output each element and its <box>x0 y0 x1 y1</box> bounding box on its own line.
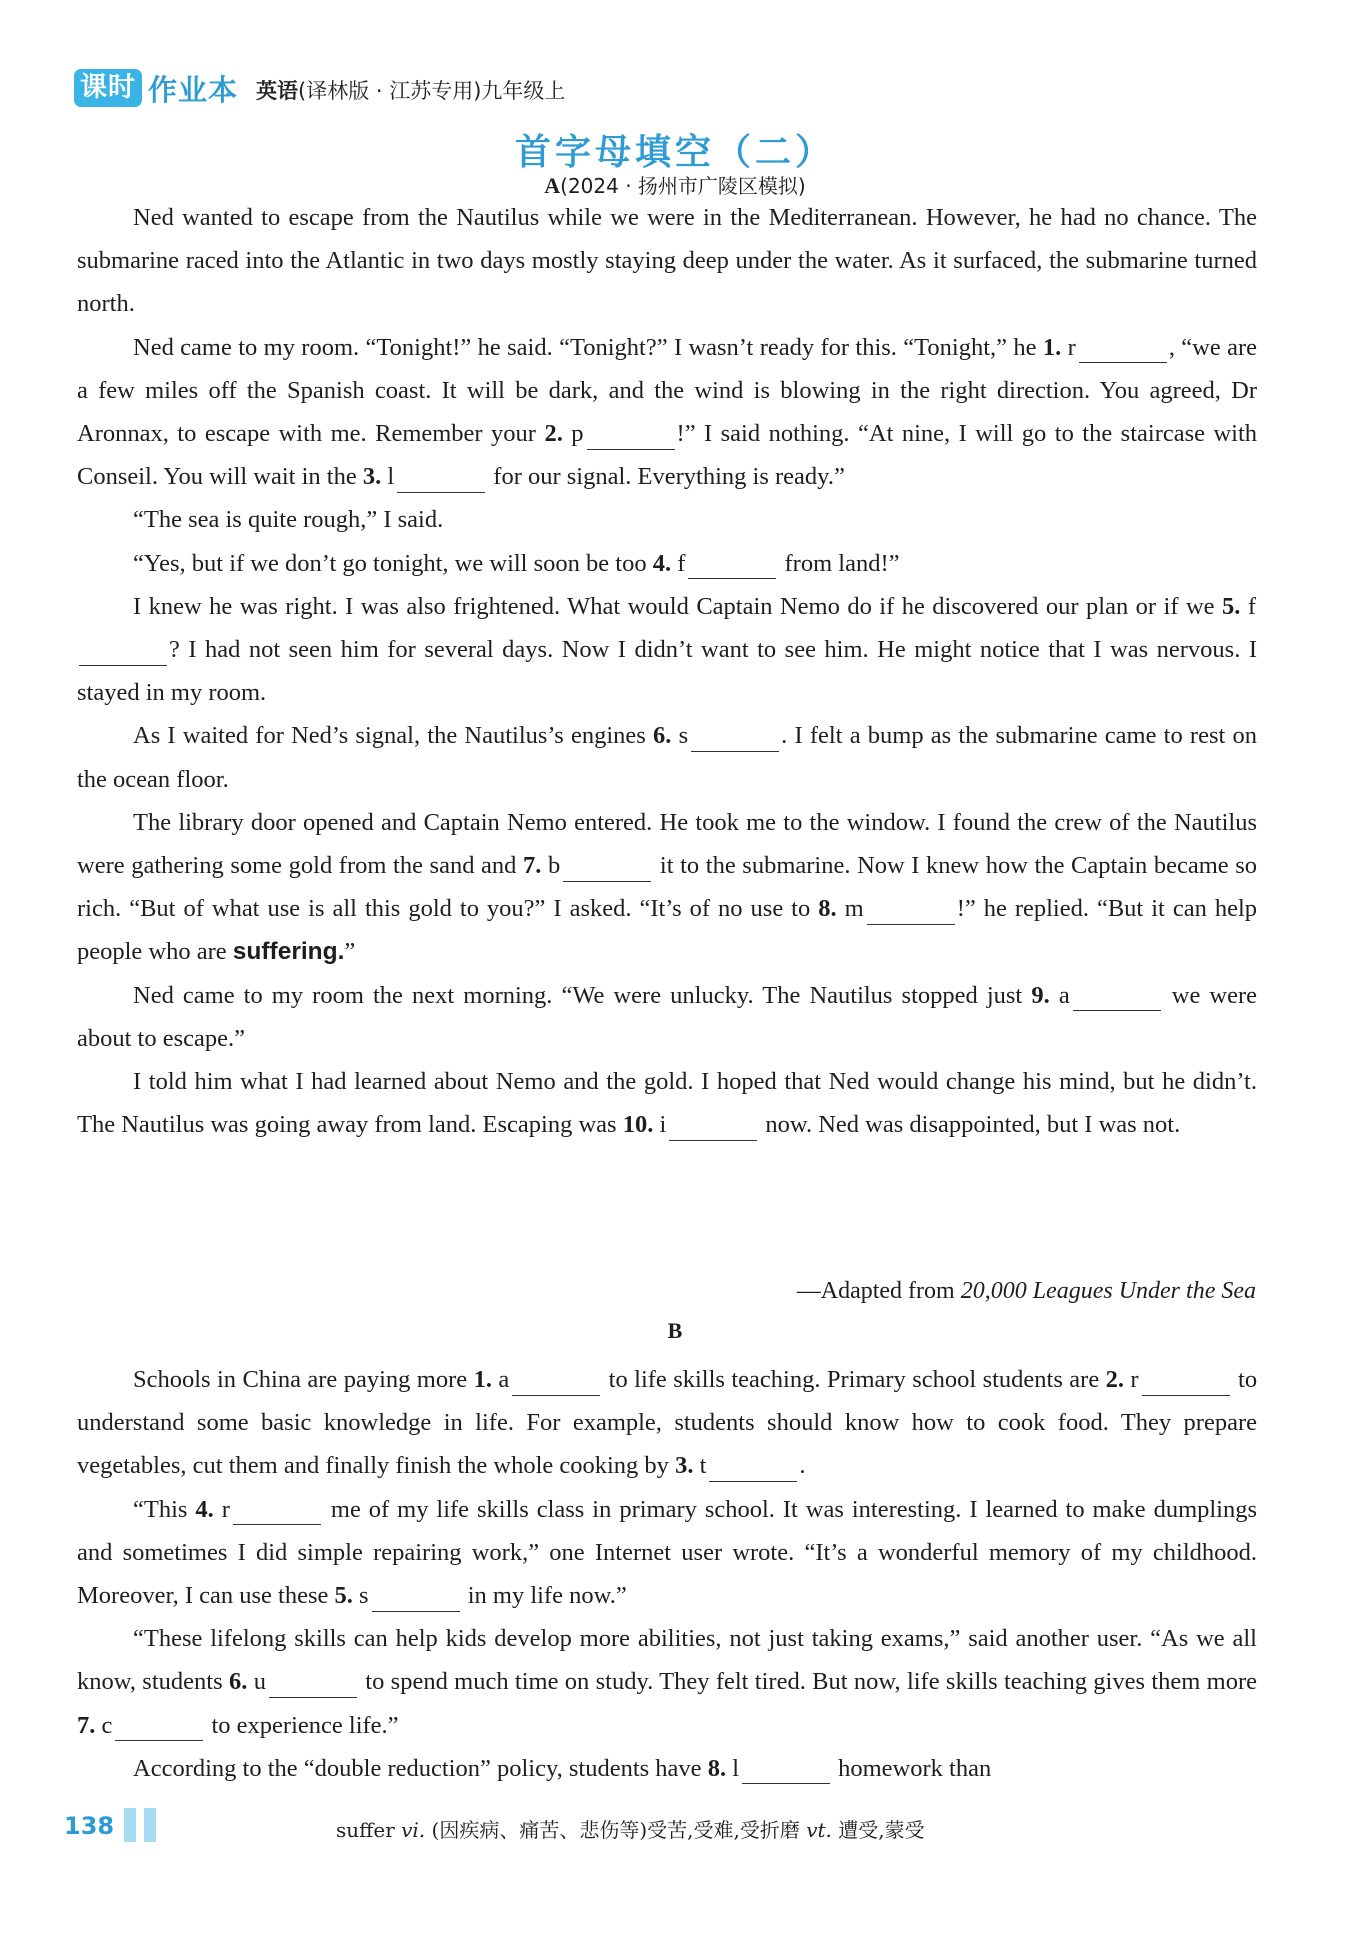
answer-blank-a5[interactable] <box>79 641 167 666</box>
paragraph <box>77 585 1257 715</box>
subject-label: 英语 <box>256 79 299 103</box>
blank-number: 8. <box>707 1754 727 1782</box>
text-segment: The library door opened and Captain Nemo entered. He took me to the window. I found the crew of the Nautilus were gathering some gold from the sand and <box>77 808 1257 880</box>
answer-blank-a7[interactable] <box>563 857 651 882</box>
blank-initial: f <box>1247 592 1257 620</box>
answer-blank-a3[interactable] <box>397 468 485 493</box>
answer-blank-a2[interactable] <box>587 425 675 450</box>
text-segment: “This <box>133 1495 188 1523</box>
passage-a <box>77 196 1257 1146</box>
text-segment: Ned wanted to escape from the Nautilus while we were in the Mediterranean. However, he had no chance. The submarine raced into the Atlantic in two days mostly staying deep under the water. As it surfaced, the submarine turned north. <box>77 204 1257 318</box>
footnote-pos: vt. <box>806 1818 832 1842</box>
answer-blank-b4[interactable] <box>233 1500 321 1525</box>
answer-blank-a1[interactable] <box>1079 338 1167 363</box>
blank-number: 7. <box>523 852 542 880</box>
blank-initial: l <box>732 1754 739 1782</box>
text-segment: for our signal. Everything is ready.” <box>493 463 845 491</box>
text-segment: Schools in China are paying more <box>133 1366 468 1393</box>
section-a-label: A <box>544 173 561 198</box>
blank-initial: a <box>1058 981 1070 1009</box>
blank-initial: s <box>359 1582 369 1610</box>
footnote-definition: 遭受,蒙受 <box>838 1818 925 1842</box>
logo-text: 作业本 <box>148 72 239 107</box>
deco-bar <box>144 1808 156 1842</box>
answer-blank-a6[interactable] <box>691 727 779 752</box>
text-segment: to life skills teaching. Primary school students are <box>608 1366 1100 1393</box>
page-number: 138 <box>64 1812 115 1840</box>
paragraph <box>77 498 1257 541</box>
text-segment: to understand some basic knowledge in life. For example, students should know how to cook food. They prepare vegetables, cut them and finally finish the whole cooking by <box>77 1366 1258 1480</box>
text-segment: to spend much time on study. They felt tired. But now, life skills teaching gives them more <box>365 1668 1258 1696</box>
blank-number: 4. <box>195 1495 214 1523</box>
text-segment: me of my life skills class in primary school. It was interesting. I learned to make dumplings and sometimes I did simple repairing work,” one Internet user wrote. “It’s a wonderful memory of my childhood. Moreover, I can use these <box>77 1495 1258 1610</box>
attribution <box>797 1278 1256 1305</box>
paragraph <box>77 801 1257 974</box>
text-segment: . <box>799 1452 806 1480</box>
section-b-heading: B <box>667 1318 683 1343</box>
blank-initial: t <box>699 1452 707 1480</box>
footer-decoration <box>124 1808 164 1842</box>
blank-initial: l <box>387 463 395 491</box>
attribution-title: 20,000 Leagues Under the Sea <box>960 1278 1256 1304</box>
deco-bar <box>124 1808 136 1842</box>
blank-number: 2. <box>1105 1366 1124 1393</box>
brand-logo <box>74 68 238 109</box>
answer-blank-b1[interactable] <box>512 1371 600 1396</box>
answer-blank-b6[interactable] <box>269 1673 357 1698</box>
answer-blank-a9[interactable] <box>1073 986 1161 1011</box>
text-segment: According to the “double reduction” policy, students have <box>133 1754 702 1782</box>
answer-blank-a10[interactable] <box>669 1116 757 1141</box>
blank-number: 9. <box>1031 981 1050 1009</box>
blank-initial: p <box>571 420 584 448</box>
blank-number: 2. <box>544 420 563 448</box>
blank-initial: a <box>498 1366 510 1393</box>
answer-blank-b2[interactable] <box>1142 1371 1230 1396</box>
blank-initial: m <box>844 895 864 923</box>
blank-number: 1. <box>1042 333 1062 361</box>
paragraph <box>77 1358 1257 1488</box>
blank-number: 3. <box>362 463 382 491</box>
paragraph <box>77 326 1257 499</box>
paragraph <box>77 1747 1257 1790</box>
page-header <box>74 66 565 110</box>
blank-initial: i <box>659 1111 667 1139</box>
footnote-word: suffer <box>336 1818 395 1842</box>
blank-number: 7. <box>77 1711 96 1739</box>
blank-number: 5. <box>1222 592 1241 620</box>
answer-blank-b5[interactable] <box>372 1587 460 1612</box>
section-a-heading <box>0 170 1350 199</box>
blank-initial: b <box>548 852 561 880</box>
text-segment: !” I said nothing. “At nine, I will go to the staircase with Conseil. You will wait in the <box>77 420 1258 491</box>
text-segment: “The sea is quite rough,” I said. <box>133 506 444 534</box>
logo-box-text: 课时 <box>74 69 142 107</box>
blank-initial: f <box>677 549 686 577</box>
footnote-definition: (因疾病、痛苦、悲伤等)受苦,受难,受折磨 <box>431 1818 800 1842</box>
text-segment: I told him what I had learned about Nemo and the gold. I hoped that Ned would change his mind, but he didn’t. The Nautilus was going away from land. Escaping was <box>77 1068 1257 1139</box>
text-segment: it to the submarine. Now I knew how the Captain became so rich. “But of what use is all this gold to you?” I asked. “It’s of no use to <box>77 852 1258 923</box>
paragraph <box>77 714 1257 800</box>
blank-initial: u <box>253 1668 266 1696</box>
text-segment: As I waited for Ned’s signal, the Nautilus’s engines <box>133 722 646 750</box>
text-segment: in my life now.” <box>467 1582 627 1610</box>
text-segment: Ned came to my room the next morning. “We were unlucky. The Nautilus stopped just <box>133 981 1023 1009</box>
attribution-prefix: —Adapted from <box>796 1278 961 1304</box>
vocab-footnote <box>336 1814 925 1843</box>
answer-blank-b3[interactable] <box>709 1457 797 1482</box>
text-segment: I knew he was right. I was also frightened. What would Captain Nemo do if he discovered our plan or if we <box>133 592 1215 620</box>
book-title <box>256 75 565 105</box>
text-segment: to experience life.” <box>211 1711 399 1739</box>
text-segment: !” he replied. “But it can help people who are <box>77 895 1258 966</box>
footnote-pos: vi. <box>401 1818 426 1842</box>
paragraph <box>77 974 1257 1060</box>
paragraph <box>77 542 1257 585</box>
vocab-highlight: suffering. <box>232 938 345 966</box>
blank-initial: s <box>678 722 689 750</box>
text-segment: we were about to escape.” <box>77 981 1258 1052</box>
page-title: 首字母填空（二） <box>514 132 835 173</box>
blank-initial: r <box>1130 1366 1139 1393</box>
text-segment: homework than <box>838 1754 992 1782</box>
answer-blank-b7[interactable] <box>115 1716 203 1741</box>
paragraph <box>77 196 1257 326</box>
blank-initial: r <box>1067 333 1076 361</box>
paragraph <box>77 1488 1257 1618</box>
paragraph <box>77 1060 1257 1146</box>
answer-blank-a8[interactable] <box>867 900 955 925</box>
blank-initial: c <box>101 1711 113 1739</box>
text-segment: . I felt a bump as the submarine came to rest on the ocean floor. <box>77 722 1258 793</box>
blank-number: 3. <box>675 1452 694 1480</box>
text-segment: ? I had not seen him for several days. Now I didn’t want to see him. He might notice that I was nervous. I stayed in my room. <box>77 636 1257 707</box>
paragraph <box>77 1617 1257 1747</box>
blank-number: 1. <box>473 1366 492 1393</box>
text-segment: , “we are a few miles off the Spanish coast. It will be dark, and the wind is blowing in the right direction. You agreed, Dr Aronnax, to escape with me. Remember your <box>77 333 1258 448</box>
edition-label: (译林版 · 江苏专用)九年级上 <box>298 79 566 103</box>
blank-number: 6. <box>228 1668 248 1696</box>
text-segment: “Yes, but if we don’t go tonight, we will soon be too <box>133 549 647 577</box>
blank-initial: r <box>221 1495 230 1523</box>
text-segment: “These lifelong skills can help kids develop more abilities, not just taking exams,” said another user. “As we all know, students <box>77 1625 1257 1696</box>
passage-b <box>77 1358 1257 1790</box>
text-segment: ” <box>344 938 356 966</box>
text-segment: now. Ned was disappointed, but I was not. <box>765 1111 1181 1139</box>
blank-number: 10. <box>622 1111 654 1139</box>
blank-number: 5. <box>334 1582 353 1610</box>
blank-number: 4. <box>652 549 672 577</box>
blank-number: 8. <box>818 895 837 923</box>
text-segment: Ned came to my room. “Tonight!” he said. “Tonight?” I wasn’t ready for this. “Tonight,” he <box>133 333 1037 361</box>
answer-blank-b8[interactable] <box>742 1759 830 1784</box>
blank-number: 6. <box>653 722 672 750</box>
text-segment: from land!” <box>784 549 900 577</box>
section-a-source: (2024 · 扬州市广陵区模拟) <box>560 174 806 198</box>
answer-blank-a4[interactable] <box>688 554 776 579</box>
